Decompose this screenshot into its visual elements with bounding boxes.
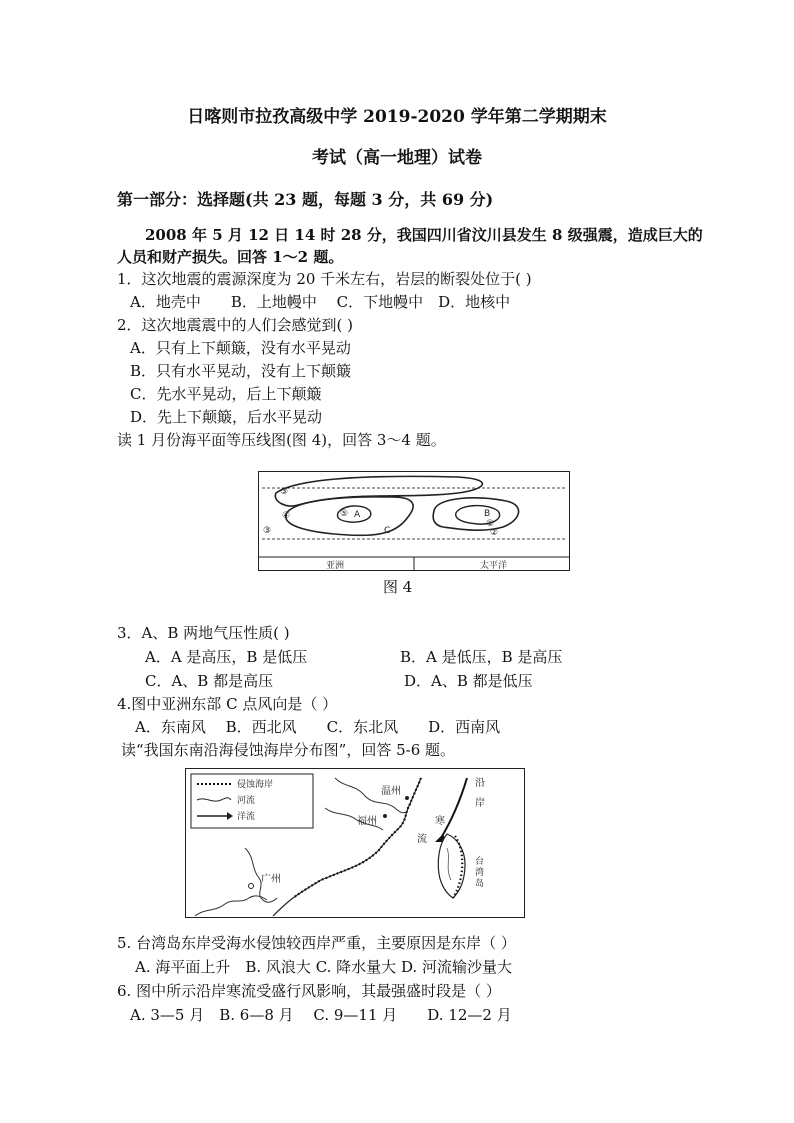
q4-stem: 4.图中亚洲东部 C 点风向是（ ） — [117, 695, 338, 713]
isobar-label-1: ① — [486, 519, 495, 529]
q1-stem: 1．这次地震的震源深度为 20 千米左右，岩层的断裂处位于( ) — [117, 270, 532, 288]
q2-option-d: D．先上下颠簸，后水平晃动 — [130, 408, 323, 426]
q4-options: A．东南风 B．西北风 C．东北风 D．西南风 — [135, 718, 501, 736]
doc-title-line2: 考试（高一地理）试卷 — [312, 148, 482, 168]
q5-options: A. 海平面上升 B. 风浪大 C. 降水量大 D. 河流输沙量大 — [135, 958, 512, 976]
erosion-coast-map — [185, 768, 525, 918]
isobar-map-figure — [258, 471, 570, 571]
label-wenzhou: 温州 — [381, 786, 401, 797]
q5-stem: 5. 台湾岛东岸受海水侵蚀较西岸严重，主要原因是东岸（ ） — [117, 934, 516, 952]
q3-option-a: A．A 是高压，B 是低压 — [145, 648, 308, 666]
label-current-2: 岸 — [475, 798, 485, 809]
fuzhou-dot — [383, 814, 387, 818]
point-c-label: C — [384, 526, 391, 536]
doc-title-line1: 日喀则市拉孜高级中学 2019-2020 学年第二学期期末 — [187, 107, 607, 127]
q6-stem: 6. 图中所示沿岸寒流受盛行风影响，其最强盛时段是（ ） — [117, 982, 501, 1000]
q3-option-d: D．A、B 都是低压 — [404, 672, 533, 690]
legend-current-label: 洋流 — [237, 812, 256, 822]
label-fuzhou: 福州 — [357, 816, 377, 827]
label-taiwan-1: 台 — [475, 857, 485, 867]
isobar-label-4: ④ — [282, 511, 291, 521]
isobar-label-5: ⑤ — [340, 509, 349, 519]
q6-options: A. 3—5 月 B. 6—8 月 C. 9—11 月 D. 12—2 月 — [130, 1006, 512, 1024]
label-guangzhou: 广州 — [261, 874, 281, 885]
q2-option-a: A．只有上下颠簸，没有水平晃动 — [130, 339, 351, 357]
q1-options: A．地壳中 B．上地幔中 C．下地幔中 D．地核中 — [130, 293, 511, 311]
section-heading: 第一部分：选择题(共 23 题，每题 3 分，共 69 分) — [117, 190, 494, 209]
q3-option-c: C．A、B 都是高压 — [145, 672, 274, 690]
label-taiwan-3: 岛 — [475, 879, 485, 889]
q2-stem: 2．这次地震震中的人们会感觉到( ) — [117, 316, 354, 334]
point-a-label: A — [354, 510, 361, 520]
label-current-1: 沿 — [475, 778, 485, 789]
intro-erosion-map: 读“我国东南沿海侵蚀海岸分布图”，回答 5-6 题。 — [121, 741, 456, 759]
q3-stem: 3．A、B 两地气压性质( ) — [117, 624, 290, 642]
label-asia: 亚洲 — [326, 561, 345, 571]
label-current-3: 寒 — [435, 816, 445, 827]
legend-river-label: 河流 — [237, 796, 256, 806]
isobar-label-3-top: ③ — [280, 487, 289, 497]
q3-option-b: B．A 是低压，B 是高压 — [400, 648, 563, 666]
q2-option-c: C．先水平晃动，后上下颠簸 — [130, 385, 322, 403]
intro-isobar: 读 1 月份海平面等压线图(图 4)，回答 3～4 题。 — [117, 431, 446, 449]
intro-earthquake-line2: 人员和财产损失。回答 1～2 题。 — [117, 248, 344, 266]
isobar-label-3-bottom: ③ — [263, 526, 272, 536]
point-b-label: B — [484, 509, 491, 519]
q2-option-b: B．只有水平晃动，没有上下颠簸 — [130, 362, 352, 380]
intro-earthquake-line1: 2008 年 5 月 12 日 14 时 28 分，我国四川省汶川县发生 8 级强震，造成巨大的 — [145, 226, 703, 244]
legend-erosion-label: 侵蚀海岸 — [237, 780, 274, 790]
label-pacific: 太平洋 — [480, 561, 508, 571]
wenzhou-dot — [405, 796, 409, 800]
figure4-caption: 图 4 — [383, 578, 413, 596]
label-current-4: 流 — [417, 834, 427, 845]
label-taiwan-2: 湾 — [475, 868, 485, 878]
isobar-label-2: ② — [490, 528, 499, 538]
